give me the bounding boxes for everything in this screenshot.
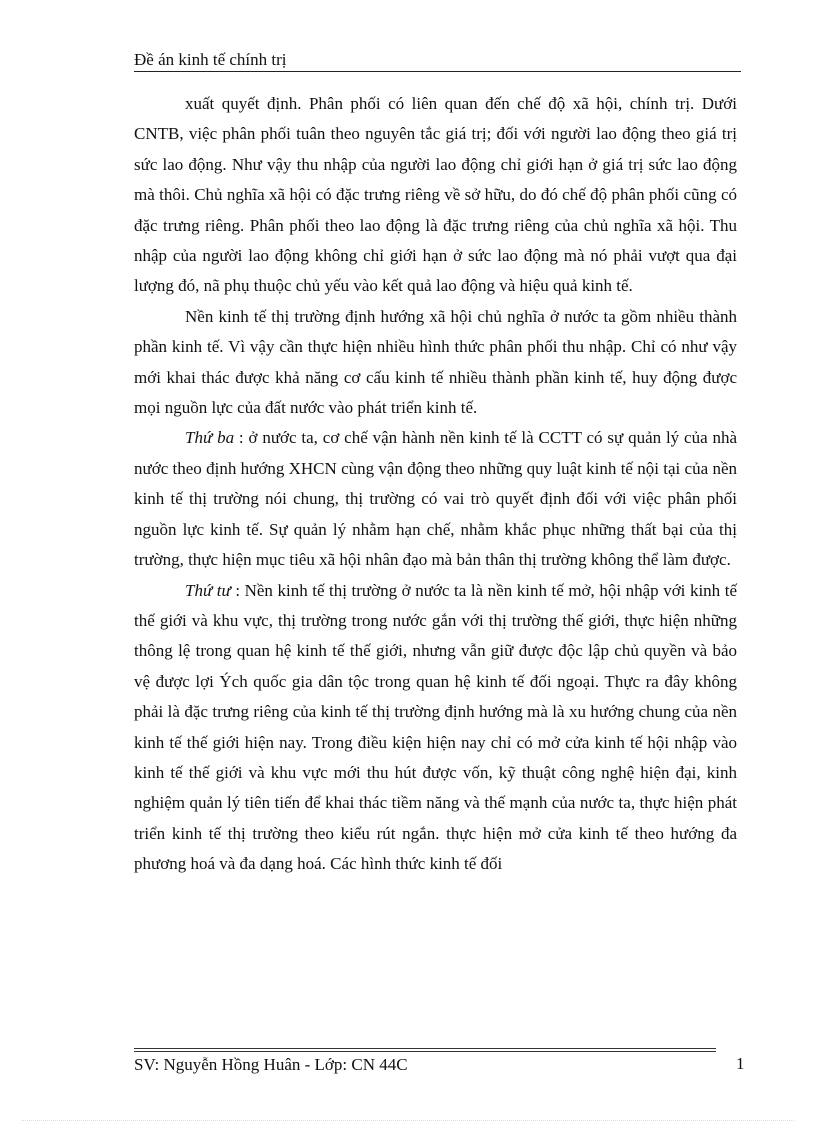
paragraph-4	[134, 576, 737, 880]
document-body	[134, 89, 737, 880]
paragraph-3-lead: Thứ ba	[185, 428, 235, 448]
paragraph-2	[134, 302, 737, 424]
paragraph-4-lead: Thứ tư	[185, 580, 231, 600]
footer-author: SV: Nguyễn Hồng Huân - Lớp: CN 44C	[134, 1055, 408, 1074]
paragraph-4-text: : Nền kinh tế thị trường ở nước ta là nền kinh tế mở, hội nhập với kinh tế thế giới và khu vực, thị trường trong nước gắn với thị trường thế giới, thực hiện những thông lệ trong quan hệ kinh tế thế giới, nhưng vẫn giữ được độc lập chủ quyền và bảo vệ được lợi Ých quốc gia dân tộc trong quan hệ kinh tế đối ngoại. Thực ra đây không phải là đặc trưng riêng của kinh tế thị trường định hướng mà là xu hướng chung của nền kinh tế thế giới hiện nay. Trong điều kiện hiện nay chỉ có mở cửa kinh tế hội nhập vào kinh tế thế giới và khu vực mới thu hút được vốn, kỹ thuật công nghệ hiện đại, kinh nghiệm quản lý tiên tiến để khai thác tiềm năng và thế mạnh của nước ta, thực hiện phát triển kinh tế thị trường theo kiểu rút ngắn. thực hiện mở cửa kinh tế theo hướng đa phương hoá và đa dạng hoá. Các hình thức kinh tế đối	[134, 580, 737, 874]
paragraph-3	[134, 423, 737, 575]
header-divider	[134, 71, 741, 72]
page-number: 1	[736, 1054, 745, 1073]
paragraph-1	[134, 89, 737, 302]
footer-divider-top	[134, 1048, 716, 1049]
paragraph-3-text: : ở nước ta, cơ chế vận hành nền kinh tế là CCTT có sự quản lý của nhà nước theo định hướng XHCN cùng vận động theo những quy luật kinh tế nội tại của nền kinh tế thị trường nói chung, thị trường có vai trò quyết định đối với việc phân phối nguồn lực kinh tế. Sự quản lý nhằm hạn chế, nhằm khắc phục những thất bại của thị trường, thực hiện mục tiêu xã hội nhân đạo mà bản thân thị trường không thể làm được.	[134, 428, 738, 570]
page-header-title: Đề án kinh tế chính trị	[134, 50, 287, 69]
footer-divider-bottom	[134, 1051, 716, 1052]
paragraph-2-text: Nền kinh tế thị trường định hướng xã hội chủ nghĩa ở nước ta gồm nhiều thành phần kinh tế. Vì vậy cần thực hiện nhiều hình thức phân phối thu nhập. Chỉ có như vậy mới khai thác được khả năng cơ cấu kinh tế nhiều thành phần kinh tế, huy động được mọi nguồn lực của đất nước vào phát triển kinh tế.	[134, 306, 737, 418]
page-bottom-edge	[22, 1120, 794, 1121]
paragraph-1-text: xuất quyết định. Phân phối có liên quan đến chế độ xã hội, chính trị. Dưới CNTB, việc phân phối tuân theo nguyên tắc giá trị; đối với người lao động theo giá trị sức lao động. Như vậy thu nhập của người lao động chỉ giới hạn ở giá trị sức lao động mà thôi. Chủ nghĩa xã hội có đặc trưng riêng về sở hữu, do đó chế độ phân phối cũng có đặc trưng riêng. Phân phối theo lao động là đặc trưng riêng của chủ nghĩa xã hội. Thu nhập của người lao động không chỉ giới hạn ở sức lao động mà nó phải vượt qua đại lượng đó, nã phụ thuộc chủ yếu vào kết quả lao động và hiệu quả kinh tế.	[134, 94, 737, 296]
